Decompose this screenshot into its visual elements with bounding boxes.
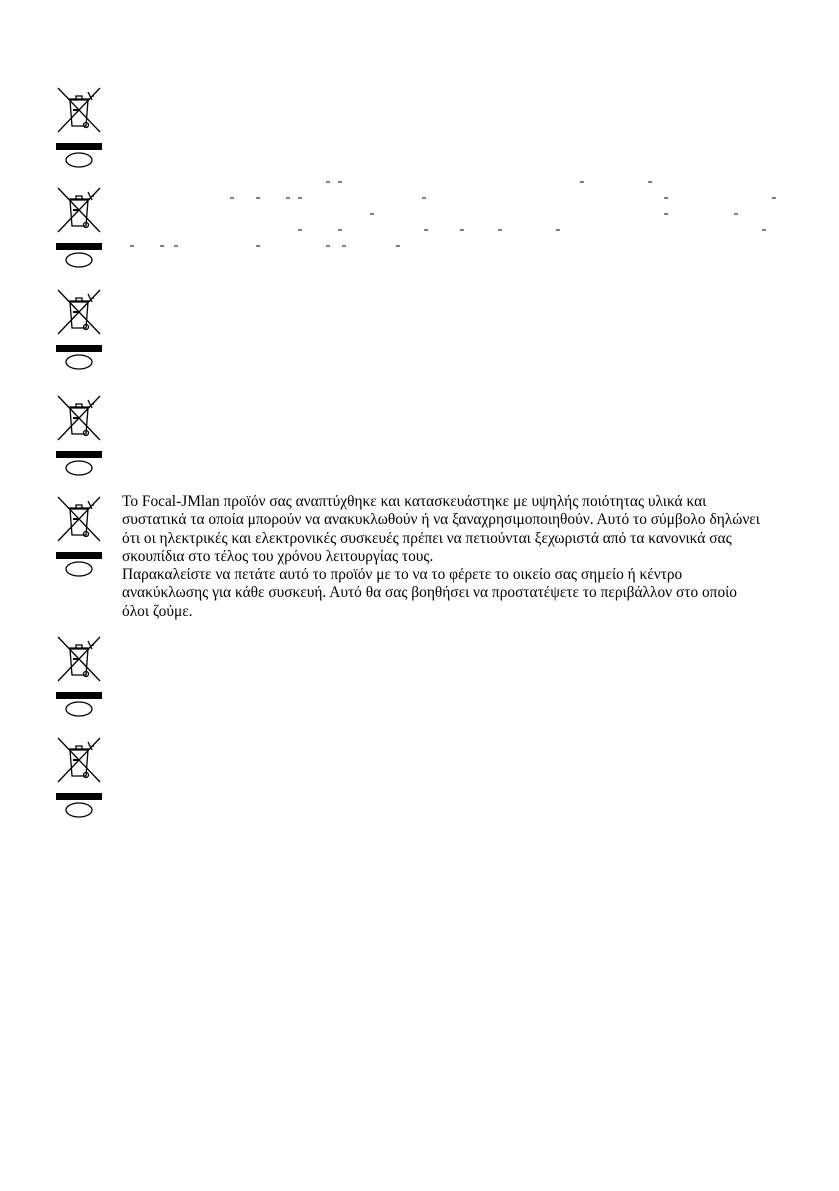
weee-crossed-bin-icon — [56, 288, 102, 372]
weee-crossed-bin-icon — [56, 736, 102, 820]
weee-crossed-bin-icon — [56, 635, 102, 719]
weee-crossed-bin-icon — [56, 495, 102, 579]
weee-disposal-notice — [122, 493, 762, 621]
weee-crossed-bin-icon — [56, 186, 102, 270]
weee-crossed-bin-icon — [56, 86, 102, 170]
weee-paragraph-2: Παρακαλείστε να πετάτε αυτό το προϊόν με το να το φέρετε το οικείο σας σημείο ή κέντρο ανακύκλωσης για κάθε συσκευή. Αυτό θα σας βοηθήσει να προστατέψετε το περιβάλλον στο οποίο όλοι ζούμε. — [122, 566, 737, 620]
weee-crossed-bin-icon — [56, 394, 102, 478]
weee-paragraph-1: Το Focal-JMlan προϊόν σας αναπτύχθηκε και κατασκευάστηκε με υψηλής ποιότητας υλικά και συστατικά τα οποία μπορούν να ανακυκλωθούν ή να ξαναχρησιμοποιηθούν. Αυτό το σύμβολο δηλώνει ότι οι ηλεκτρικές και ελεκτρονικές συσκευές πρέπει να πετιούνται ξεχωριστά από τα κανονικά σας σκουπίδια στο τέλος του χρόνου λειτουργίας τους. — [122, 493, 760, 565]
garbled-text-marks — [120, 180, 780, 260]
